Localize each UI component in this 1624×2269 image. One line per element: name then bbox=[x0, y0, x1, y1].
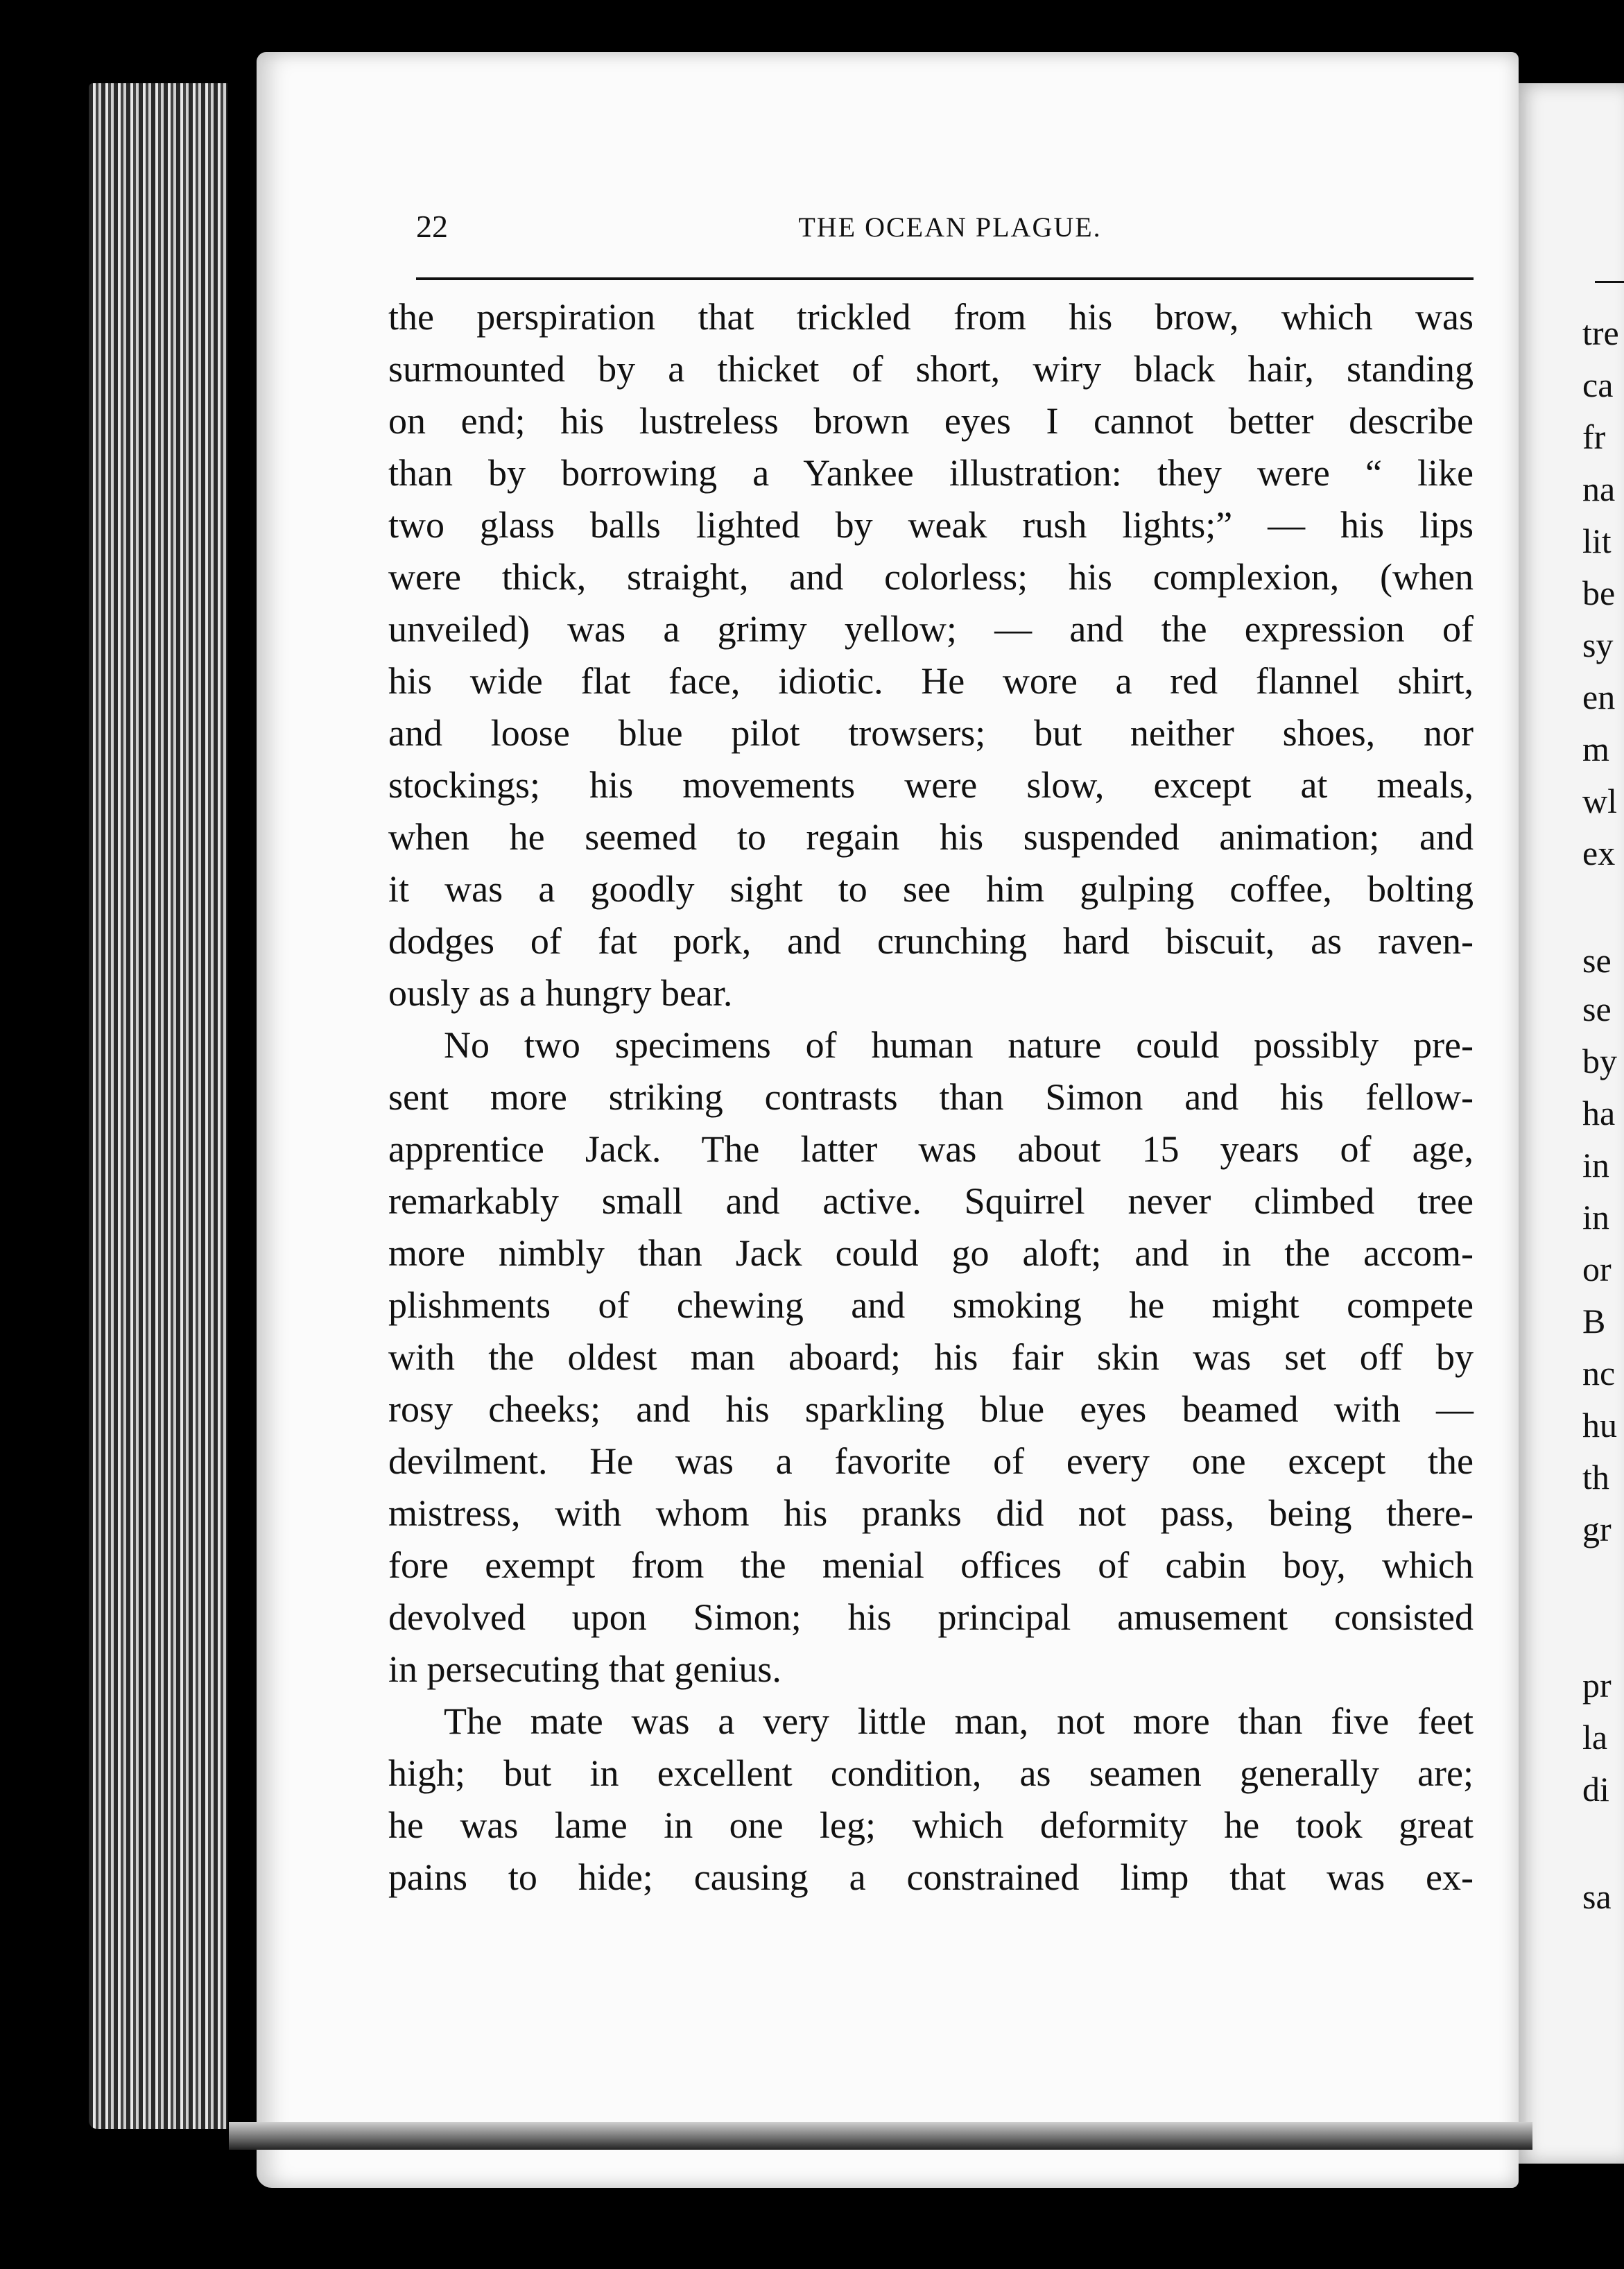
text-line: devilment. He was a favorite of every one except the bbox=[388, 1440, 1474, 1482]
facing-page-fragment: se bbox=[1582, 990, 1612, 1028]
text-line: apprentice Jack. The latter was about 15 years of age, bbox=[388, 1128, 1474, 1170]
text-line: plishments of chewing and smoking he might compete bbox=[388, 1284, 1474, 1326]
text-line: remarkably small and active. Squirrel never climbed tree bbox=[388, 1180, 1474, 1222]
facing-page-fragment: in bbox=[1582, 1146, 1609, 1184]
facing-page-fragment: ha bbox=[1582, 1094, 1616, 1132]
text-line: it was a goodly sight to see him gulping coffee, bolting bbox=[388, 868, 1474, 910]
text-line: were thick, straight, and colorless; his complexion, (when bbox=[388, 556, 1474, 598]
facing-page-fragment: lit bbox=[1582, 521, 1612, 560]
facing-page-fragment: ca bbox=[1582, 365, 1614, 404]
text-line: mistress, with whom his pranks did not pass, being there- bbox=[388, 1492, 1474, 1534]
facing-page-fragment: fr bbox=[1582, 417, 1606, 456]
text-line: unveiled) was a grimy yellow; — and the expression of bbox=[388, 608, 1474, 650]
text-line: two glass balls lighted by weak rush lights;” — his lips bbox=[388, 504, 1474, 546]
text-line: fore exempt from the menial offices of cabin boy, which bbox=[388, 1544, 1474, 1586]
text-line: rosy cheeks; and his sparkling blue eyes beamed with — bbox=[388, 1388, 1474, 1430]
text-line: he was lame in one leg; which deformity he took great bbox=[388, 1804, 1474, 1846]
paragraph-start-line: The mate was a very little man, not more than five feet bbox=[444, 1700, 1474, 1742]
facing-page-fragment: hu bbox=[1582, 1406, 1617, 1444]
page-number: 22 bbox=[416, 209, 448, 244]
facing-page-fragment: di bbox=[1582, 1770, 1609, 1809]
facing-page-fragment: se bbox=[1582, 941, 1612, 980]
facing-page-fragment: sa bbox=[1582, 1877, 1612, 1916]
text-line: devolved upon Simon; his principal amusement consisted bbox=[388, 1596, 1474, 1638]
text-line: when he seemed to regain his suspended animation; and bbox=[388, 816, 1474, 858]
text-line: than by borrowing a Yankee illustration: they were “ like bbox=[388, 452, 1474, 494]
facing-page-fragment: in bbox=[1582, 1198, 1609, 1236]
book-page-stack-left bbox=[89, 83, 227, 2129]
text-line: and loose blue pilot trowsers; but neither shoes, nor bbox=[388, 712, 1474, 754]
text-line: the perspiration that trickled from his brow, which was bbox=[388, 296, 1474, 338]
text-line: dodges of fat pork, and crunching hard biscuit, as raven- bbox=[388, 920, 1474, 962]
text-line: surmounted by a thicket of short, wiry black hair, standing bbox=[388, 348, 1474, 390]
text-line: with the oldest man aboard; his fair skin was set off by bbox=[388, 1336, 1474, 1378]
facing-page-fragment: pr bbox=[1582, 1666, 1612, 1705]
running-title: THE OCEAN PLAGUE. bbox=[798, 212, 1102, 243]
text-line: sent more striking contrasts than Simon and his fellow- bbox=[388, 1076, 1474, 1118]
facing-page-fragment: gr bbox=[1582, 1510, 1612, 1548]
facing-page-header-rule bbox=[1595, 281, 1624, 283]
facing-page-fragment: tre bbox=[1582, 313, 1619, 352]
text-line: more nimbly than Jack could go aloft; and in the accom- bbox=[388, 1232, 1474, 1274]
facing-page-fragment: wl bbox=[1582, 782, 1617, 820]
text-line: pains to hide; causing a constrained limp that was ex- bbox=[388, 1856, 1474, 1898]
text-line: on end; his lustreless brown eyes I cannot better describe bbox=[388, 400, 1474, 442]
facing-page-fragment: th bbox=[1582, 1458, 1609, 1496]
page-bottom-edge bbox=[229, 2122, 1532, 2150]
text-line: in persecuting that genius. bbox=[388, 1648, 781, 1690]
text-line: his wide flat face, idiotic. He wore a red flannel shirt, bbox=[388, 660, 1474, 702]
facing-page-fragment: en bbox=[1582, 678, 1616, 716]
facing-page-fragment: by bbox=[1582, 1042, 1617, 1080]
facing-page-fragment: nc bbox=[1582, 1354, 1616, 1392]
facing-page-fragment: ex bbox=[1582, 834, 1616, 872]
text-line: high; but in excellent condition, as seamen generally are; bbox=[388, 1752, 1474, 1794]
facing-page-fragment: be bbox=[1582, 573, 1616, 612]
facing-page-fragment: na bbox=[1582, 469, 1616, 508]
paragraph-start-line: No two specimens of human nature could possibly pre- bbox=[444, 1024, 1474, 1066]
facing-page-fragment: sy bbox=[1582, 626, 1614, 664]
body-text bbox=[388, 291, 1474, 1904]
text-line: stockings; his movements were slow, except at meals, bbox=[388, 764, 1474, 806]
page-header bbox=[416, 208, 1484, 257]
facing-page-fragment: la bbox=[1582, 1718, 1608, 1757]
facing-page-fragment: or bbox=[1582, 1250, 1612, 1288]
header-rule bbox=[416, 277, 1474, 280]
facing-page-fragment: m bbox=[1582, 730, 1609, 768]
text-line: ously as a hungry bear. bbox=[388, 972, 733, 1014]
facing-page-fragment: B bbox=[1582, 1302, 1606, 1340]
